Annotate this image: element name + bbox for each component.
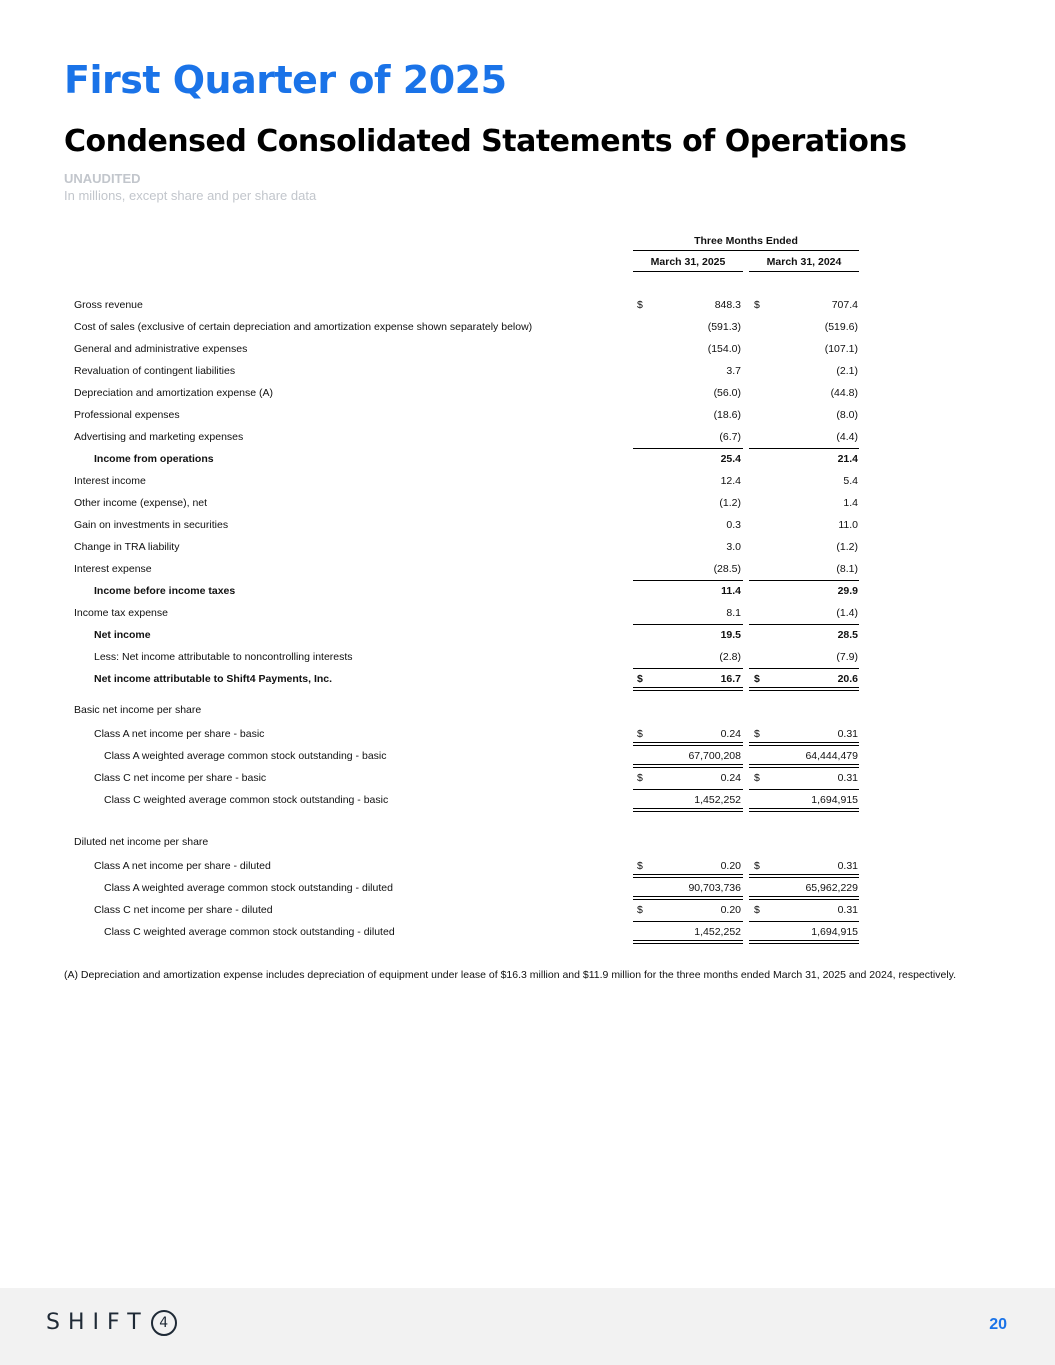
value-2025: (56.0)	[713, 387, 741, 399]
value-2025: 3.7	[726, 365, 741, 377]
value-2025: 67,700,208	[688, 750, 741, 762]
table-row	[0, 669, 1055, 691]
table-row	[0, 878, 1055, 900]
table-row	[0, 449, 1055, 471]
value-2025: (28.5)	[713, 563, 741, 575]
table-row	[0, 515, 1055, 537]
value-2025: 11.4	[721, 585, 741, 597]
value-2025: 1,452,252	[694, 794, 741, 806]
row-label: Gross revenue	[74, 299, 143, 311]
row-label: Gain on investments in securities	[74, 519, 229, 531]
row-label: Class A net income per share - diluted	[94, 860, 271, 872]
total-double-rule	[749, 808, 859, 812]
units-note: In millions, except share and per share data	[64, 188, 317, 203]
value-2024: 1.4	[843, 497, 858, 509]
row-label: Class C net income per share - diluted	[94, 904, 273, 916]
page-footer	[0, 1288, 1055, 1365]
value-2025: 3.0	[726, 541, 741, 553]
row-label: Other income (expense), net	[74, 497, 208, 509]
value-2024: 1,694,915	[811, 926, 858, 938]
table-row	[0, 647, 1055, 669]
table-row	[0, 856, 1055, 878]
value-2025: 0.24	[720, 772, 741, 784]
value-2024: 707.4	[831, 299, 858, 311]
value-2025: 12.4	[720, 475, 741, 487]
value-2025: 0.20	[720, 860, 741, 872]
table-row	[0, 317, 1055, 339]
value-2024: (519.6)	[824, 321, 858, 333]
value-2024: 0.31	[837, 772, 858, 784]
table-row	[0, 700, 1055, 722]
value-2024: (1.2)	[836, 541, 858, 553]
value-2024: (107.1)	[824, 343, 858, 355]
currency-symbol-2024: $	[754, 728, 760, 740]
value-2024: 28.5	[837, 629, 858, 641]
row-label: Class A weighted average common stock outstanding - basic	[104, 750, 387, 762]
column-header-2024: March 31, 2024	[766, 256, 842, 268]
table-row	[0, 471, 1055, 493]
value-2024: 64,444,479	[805, 750, 858, 762]
table-row	[0, 427, 1055, 449]
row-label: Income before income taxes	[94, 585, 236, 597]
row-label: General and administrative expenses	[74, 343, 248, 355]
logo-circle-four: 4	[151, 1310, 177, 1336]
total-double-rule	[749, 687, 859, 691]
row-label: Diluted net income per share	[74, 836, 209, 848]
currency-symbol-2025: $	[637, 673, 643, 685]
period-header-rule	[633, 250, 859, 251]
table-row	[0, 559, 1055, 581]
total-double-rule	[749, 940, 859, 944]
value-2024: (7.9)	[836, 651, 858, 663]
value-2024: (8.0)	[836, 409, 858, 421]
row-label: Interest income	[74, 475, 146, 487]
table-row	[0, 922, 1055, 944]
value-2024: (8.1)	[836, 563, 858, 575]
row-label: Revaluation of contingent liabilities	[74, 365, 236, 377]
column-header-rule-2024	[749, 271, 859, 272]
currency-symbol-2025: $	[637, 728, 643, 740]
row-label: Income from operations	[94, 453, 214, 465]
currency-symbol-2025: $	[637, 904, 643, 916]
value-2024: 0.31	[837, 904, 858, 916]
row-label: Cost of sales (exclusive of certain depreciation and amortization expense shown separately below)	[74, 321, 533, 333]
value-2024: 29.9	[837, 585, 858, 597]
value-2025: 0.3	[726, 519, 741, 531]
row-label: Class A net income per share - basic	[94, 728, 265, 740]
value-2024: 0.31	[837, 728, 858, 740]
row-label: Income tax expense	[74, 607, 168, 619]
value-2025: (6.7)	[719, 431, 741, 443]
value-2025: 1,452,252	[694, 926, 741, 938]
table-row	[0, 339, 1055, 361]
value-2025: 19.5	[720, 629, 741, 641]
value-2024: 20.6	[837, 673, 858, 685]
page-title: First Quarter of 2025	[64, 58, 507, 102]
value-2024: 0.31	[837, 860, 858, 872]
column-header-rule-2025	[633, 271, 743, 272]
value-2025: 16.7	[720, 673, 741, 685]
value-2024: 1,694,915	[811, 794, 858, 806]
row-label: Interest expense	[74, 563, 152, 575]
value-2024: 5.4	[843, 475, 858, 487]
currency-symbol-2024: $	[754, 673, 760, 685]
table-row	[0, 405, 1055, 427]
value-2025: 0.20	[720, 904, 741, 916]
table-row	[0, 581, 1055, 603]
table-row	[0, 790, 1055, 812]
row-label: Class C weighted average common stock outstanding - basic	[104, 794, 389, 806]
value-2024: (44.8)	[830, 387, 858, 399]
value-2025: 848.3	[714, 299, 741, 311]
value-2025: 90,703,736	[688, 882, 741, 894]
table-row	[0, 383, 1055, 405]
footnote: (A) Depreciation and amortization expense includes depreciation of equipment under lease of $16.3 million and $11.9 million for the three months ended March 31, 2025 and 2024, respectively.	[64, 969, 957, 981]
total-double-rule	[633, 940, 743, 944]
value-2025: (154.0)	[707, 343, 741, 355]
table-row	[0, 295, 1055, 317]
value-2024: 65,962,229	[805, 882, 858, 894]
row-label: Advertising and marketing expenses	[74, 431, 244, 443]
row-label: Change in TRA liability	[74, 541, 180, 553]
table-row	[0, 768, 1055, 790]
period-header: Three Months Ended	[694, 235, 798, 247]
row-label: Net income attributable to Shift4 Payments, Inc.	[94, 673, 333, 685]
value-2025: (2.8)	[719, 651, 741, 663]
value-2025: (18.6)	[713, 409, 741, 421]
row-label: Net income	[94, 629, 151, 641]
row-label: Professional expenses	[74, 409, 180, 421]
table-row	[0, 900, 1055, 922]
table-row	[0, 625, 1055, 647]
currency-symbol-2024: $	[754, 904, 760, 916]
value-2024: (2.1)	[836, 365, 858, 377]
currency-symbol-2025: $	[637, 772, 643, 784]
value-2025: (591.3)	[707, 321, 741, 333]
table-row	[0, 746, 1055, 768]
row-label: Class C weighted average common stock outstanding - diluted	[104, 926, 395, 938]
currency-symbol-2025: $	[637, 860, 643, 872]
shift4-logo	[46, 1310, 177, 1336]
total-double-rule	[633, 687, 743, 691]
row-label: Depreciation and amortization expense (A)	[74, 387, 274, 399]
value-2024: 21.4	[837, 453, 858, 465]
value-2024: (4.4)	[836, 431, 858, 443]
logo-text: SHIFT	[46, 1310, 149, 1335]
currency-symbol-2024: $	[754, 860, 760, 872]
value-2025: 8.1	[726, 607, 741, 619]
table-row	[0, 603, 1055, 625]
table-row	[0, 537, 1055, 559]
currency-symbol-2024: $	[754, 299, 760, 311]
table-row	[0, 361, 1055, 383]
page-subtitle: Condensed Consolidated Statements of Operations	[64, 124, 907, 159]
column-header-2025: March 31, 2025	[650, 256, 726, 268]
currency-symbol-2025: $	[637, 299, 643, 311]
row-label: Class C net income per share - basic	[94, 772, 267, 784]
row-label: Class A weighted average common stock outstanding - diluted	[104, 882, 393, 894]
row-label: Less: Net income attributable to noncontrolling interests	[94, 651, 353, 663]
value-2025: 25.4	[720, 453, 741, 465]
value-2024: (1.4)	[836, 607, 858, 619]
table-row	[0, 832, 1055, 854]
value-2024: 11.0	[838, 519, 858, 531]
table-row	[0, 493, 1055, 515]
value-2025: (1.2)	[719, 497, 741, 509]
currency-symbol-2024: $	[754, 772, 760, 784]
table-row	[0, 724, 1055, 746]
page-number: 20	[989, 1316, 1007, 1333]
unaudited-label: UNAUDITED	[64, 171, 141, 186]
value-2025: 0.24	[720, 728, 741, 740]
total-double-rule	[633, 808, 743, 812]
row-label: Basic net income per share	[74, 704, 202, 716]
